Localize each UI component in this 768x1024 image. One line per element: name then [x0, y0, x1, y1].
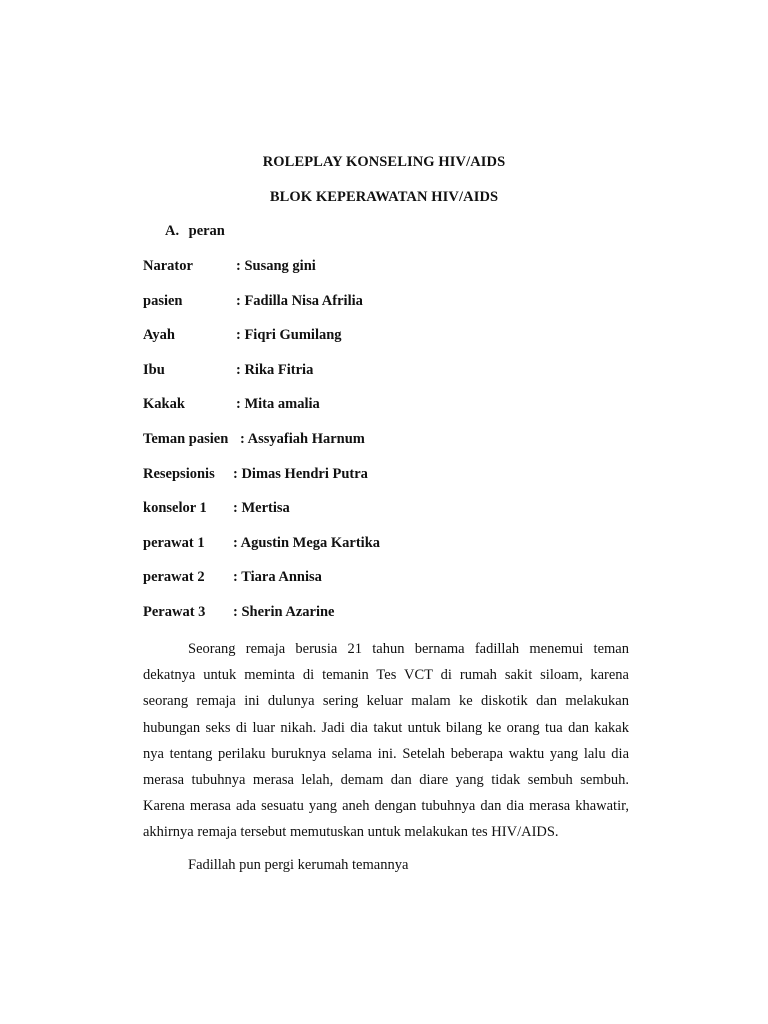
- role-row: [143, 500, 643, 535]
- role-row: [143, 466, 643, 501]
- role-row: [143, 396, 643, 431]
- role-person: : Tiara Annisa: [233, 569, 322, 586]
- role-row: [143, 431, 643, 466]
- role-title: Resepsionis: [143, 465, 215, 482]
- role-person: : Fadilla Nisa Afrilia: [236, 292, 363, 309]
- role-row: [143, 362, 643, 397]
- document-subtitle: BLOK KEPERAWATAN HIV/AIDS: [269, 189, 499, 205]
- section-heading: [165, 223, 225, 240]
- role-person: : Agustin Mega Kartika: [233, 534, 381, 551]
- role-row: [143, 569, 643, 604]
- role-row: [143, 604, 643, 639]
- role-person: : Mita amalia: [236, 396, 320, 413]
- role-title: Narator: [143, 258, 193, 274]
- role-title: Kakak: [143, 396, 185, 413]
- role-person: : Mertisa: [233, 500, 290, 517]
- role-list: [143, 258, 643, 639]
- role-person: : Fiqri Gumilang: [236, 327, 342, 344]
- role-title: Teman pasien: [143, 430, 229, 447]
- role-person: : Susang gini: [236, 258, 316, 274]
- role-person: : Assyafiah Harnum: [240, 430, 365, 447]
- role-title: konselor 1: [143, 500, 207, 517]
- role-row: [143, 293, 643, 328]
- role-title: Perawat 3: [143, 603, 206, 620]
- section-label: peran: [188, 223, 225, 239]
- narrative-paragraph: Seorang remaja berusia 21 tahun bernama fadillah menemui teman dekatnya untuk meminta di temanin Tes VCT di rumah sakit siloam, karena seorang remaja ini dulunya sering keluar malam ke diskotik dan melakukan hubungan seks di luar nikah. Jadi dia takut untuk bilang ke orang tua dan kakak nya tentang perilaku buruknya selama ini. Setelah beberapa waktu yang lalu dia merasa tubuhnya merasa lelah, demam dan diare yang tidak sembuh sembuh. Karena merasa ada sesuatu yang aneh dengan tubuhnya dan dia merasa khawatir, akhirnya remaja tersebut memutuskan untuk melakukan tes HIV/AIDS.: [143, 641, 629, 841]
- role-title: perawat 2: [143, 569, 205, 586]
- narrative-paragraph: Fadillah pun pergi kerumah temannya: [188, 856, 409, 873]
- role-person: : Dimas Hendri Putra: [233, 465, 368, 482]
- role-row: [143, 535, 643, 570]
- role-row: [143, 258, 643, 293]
- role-person: : Rika Fitria: [236, 361, 314, 378]
- section-number: A.: [165, 223, 180, 239]
- role-person: : Sherin Azarine: [233, 603, 335, 620]
- role-title: Ibu: [143, 361, 165, 378]
- narrative-text: [143, 636, 629, 878]
- document-title: ROLEPLAY KONSELING HIV/AIDS: [262, 154, 506, 170]
- role-title: perawat 1: [143, 534, 205, 551]
- role-row: [143, 327, 643, 362]
- role-title: pasien: [143, 292, 183, 309]
- role-title: Ayah: [143, 327, 175, 344]
